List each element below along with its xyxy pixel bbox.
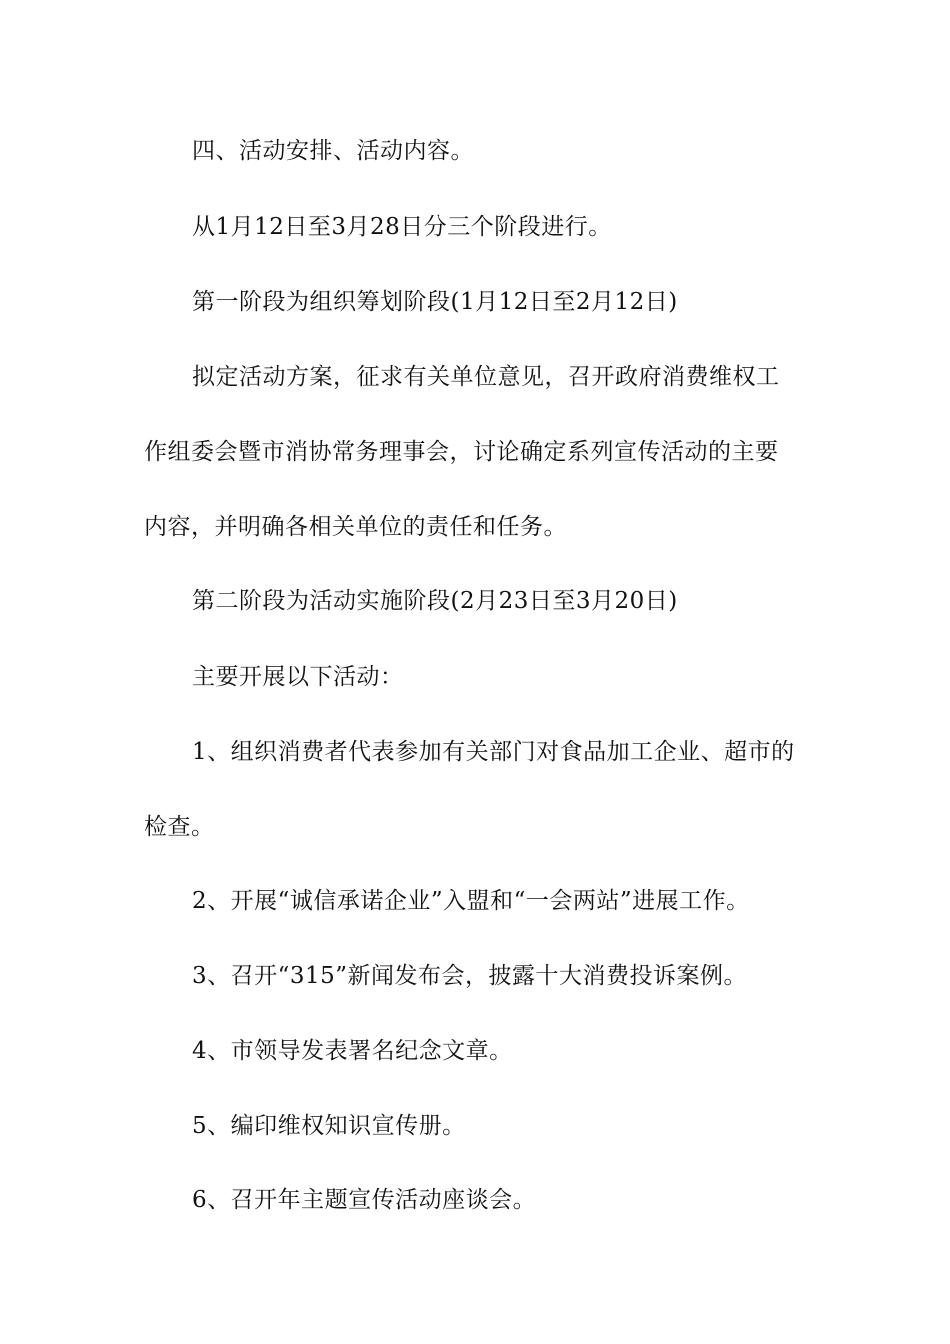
- stage-heading: 第二阶段为活动实施阶段(2月23日至3月20日): [192, 588, 678, 614]
- list-item: 5、编印维权知识宣传册。: [192, 1113, 466, 1139]
- paragraph-line: 从1月12日至3月28日分三个阶段进行。: [192, 214, 612, 240]
- paragraph-line: 内容，并明确各相关单位的责任和任务。: [144, 514, 567, 540]
- list-item: 4、市领导发表署名纪念文章。: [192, 1038, 513, 1064]
- paragraph-line: 主要开展以下活动：: [192, 664, 404, 690]
- list-item: 1、组织消费者代表参加有关部门对食品加工企业、超市的: [192, 739, 795, 765]
- paragraph-line: 拟定活动方案，征求有关单位意见，召开政府消费维权工: [192, 364, 780, 390]
- paragraph-line: 作组委会暨市消协常务理事会，讨论确定系列宣传活动的主要: [144, 439, 779, 465]
- section-heading: 四、活动安排、活动内容。: [192, 138, 474, 164]
- list-item-continuation: 检查。: [144, 814, 215, 840]
- list-item: 6、召开年主题宣传活动座谈会。: [192, 1187, 537, 1213]
- stage-heading: 第一阶段为组织筹划阶段(1月12日至2月12日): [192, 289, 678, 315]
- list-item: 3、召开“315”新闻发布会，披露十大消费投诉案例。: [192, 963, 748, 989]
- list-item: 2、开展“诚信承诺企业”入盟和“一会两站”进展工作。: [192, 888, 750, 914]
